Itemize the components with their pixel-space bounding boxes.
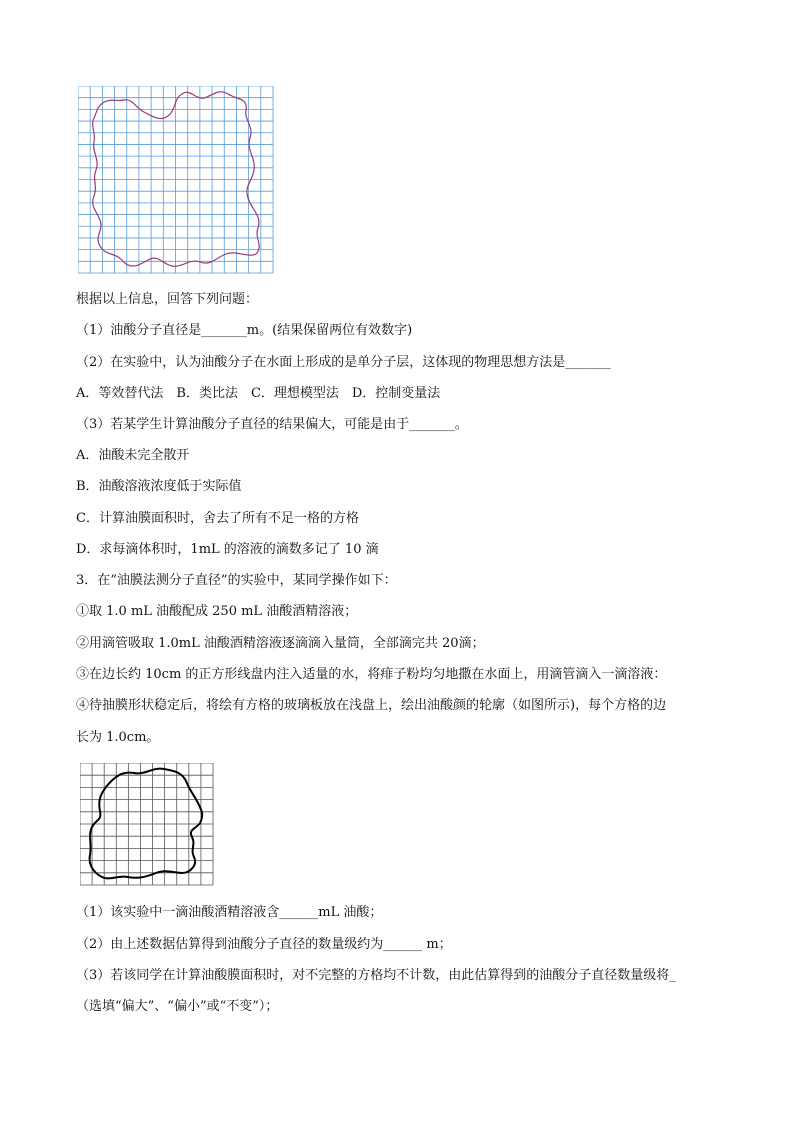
question-intro: 根据以上信息，回答下列问题： (76, 292, 259, 307)
problem-3-title: 3．在“油膜法测分子直径”的实验中，某同学操作如下： (76, 573, 397, 588)
step-3: ③在边长约 10cm 的正方形线盘内注入适量的水，将痱子粉均匀地撒在水面上，用滴管滴入一滴溶液： (76, 667, 667, 682)
question-2: （2）在实验中，认为油酸分子在水面上形成的是单分子层，这体现的物理思想方法是_______ (76, 355, 611, 370)
question-3-option-c: C．计算油膜面积时，舍去了所有不足一格的方格 (76, 511, 359, 526)
problem-3-question-2: （2）由上述数据估算得到油酸分子直径的数量级约为______ m； (76, 937, 452, 952)
question-1: （1）油酸分子直径是_______m。(结果保留两位有效数字) (76, 323, 413, 338)
question-3-option-a: A．油酸未完全散开 (76, 448, 190, 463)
question-3-option-b: B．油酸溶液浓度低于实际值 (76, 479, 242, 494)
step-1: ①取 1.0 mL 油酸配成 250 mL 油酸酒精溶液； (76, 604, 358, 619)
oil-film-grid-figure-1 (78, 86, 274, 274)
step-4-line-1: ④待抽膜形状稳定后，将绘有方格的玻璃板放在浅盘上，绘出油酸颜的轮廓（如图所示)，每个方格的边 (76, 698, 667, 713)
question-2-options: A．等效替代法 B．类比法 C．理想模型法 D．控制变量法 (76, 386, 441, 401)
step-2: ②用滴管吸取 1.0mL 油酸酒精溶液逐滴滴入量筒，全部滴完共 20滴； (76, 636, 485, 651)
question-3-option-d: D．求每滴体积时，1mL 的溶液的滴数多记了 10 滴 (76, 542, 379, 557)
problem-3-question-1: （1）该实验中一滴油酸酒精溶液含______mL 油酸； (76, 905, 383, 920)
oil-film-outline (90, 769, 203, 879)
question-3: （3）若某学生计算油酸分子直径的结果偏大，可能是由于_______。 (76, 417, 468, 432)
problem-3-question-3-line-1: （3）若该同学在计算油酸膜面积时，对不完整的方格均不计数，由此估算得到的油酸分子直径数量级将_ (76, 968, 676, 983)
grid-lines (78, 86, 273, 273)
oil-film-grid-figure-2 (80, 763, 214, 886)
step-4-line-2: 长为 1.0cm。 (76, 730, 160, 745)
problem-3-question-3-line-2: （选填“偏大”、“偏小”或“不变”）； (76, 999, 279, 1014)
